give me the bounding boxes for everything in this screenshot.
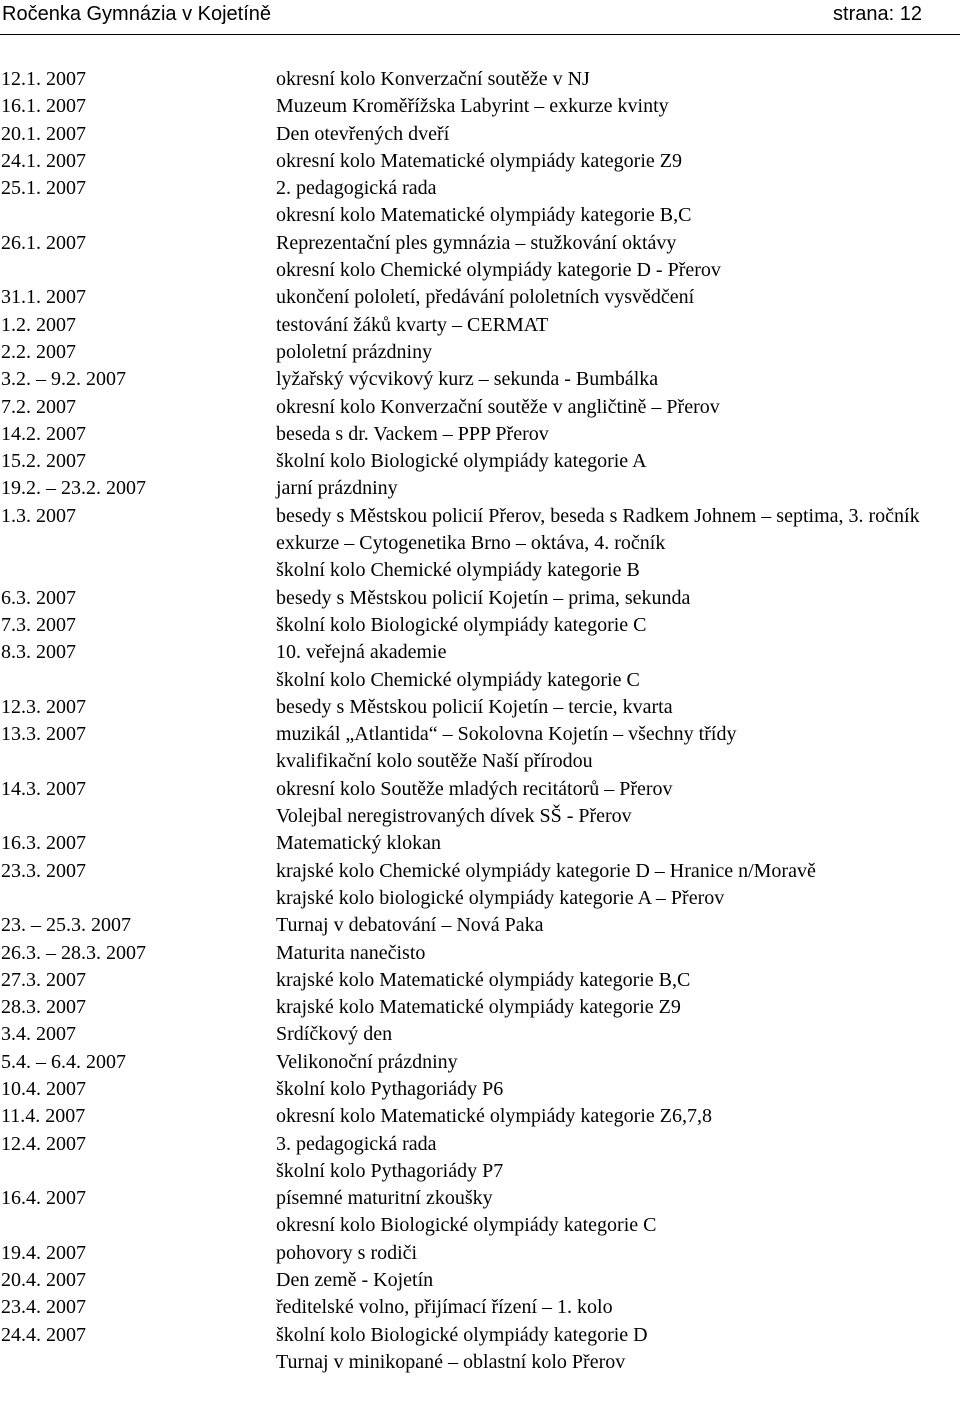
entry-date: 23. – 25.3. 2007: [1, 914, 131, 937]
entry-events: [276, 1185, 960, 1240]
entry-event: okresní kolo Matematické olympiády kategorie Z6,7,8: [276, 1105, 712, 1128]
calendar-entry: [0, 339, 960, 366]
header-divider: [0, 34, 960, 35]
calendar-entry: [0, 1294, 960, 1321]
entry-date: 16.3. 2007: [1, 832, 86, 855]
entry-date: 16.1. 2007: [1, 95, 86, 118]
entry-events: [276, 1322, 960, 1377]
entry-events: [276, 1103, 960, 1130]
entry-event: Den země - Kojetín: [276, 1269, 434, 1292]
entry-event: Matematický klokan: [276, 832, 441, 855]
entry-events: [276, 339, 960, 366]
entry-events: [276, 421, 960, 448]
entry-event: pohovory s rodiči: [276, 1241, 418, 1264]
entry-event: okresní kolo Konverzační soutěže v NJ: [276, 68, 590, 90]
entry-event: besedy s Městskou policií Kojetín – prima, sekunda: [276, 586, 691, 609]
calendar-entry: [0, 121, 960, 148]
calendar-entry: [0, 830, 960, 857]
entry-date: 24.1. 2007: [1, 149, 86, 172]
calendar-entry: [0, 284, 960, 311]
calendar-entry: [0, 421, 960, 448]
entry-date: 28.3. 2007: [1, 996, 86, 1019]
entry-event: školní kolo Pythagoriády P6: [276, 1077, 504, 1100]
entry-event: krajské kolo Chemické olympiády kategorie D – Hranice n/Moravě: [276, 859, 816, 882]
calendar-entry: [0, 503, 960, 585]
calendar-entry: [0, 1322, 960, 1377]
entry-date: 20.1. 2007: [1, 122, 86, 145]
entry-date: 19.2. – 23.2. 2007: [1, 477, 146, 500]
entry-event: 10. veřejná akademie: [276, 641, 447, 664]
entry-event: školní kolo Biologické olympiády kategorie C: [276, 613, 647, 636]
entry-event: Den otevřených dveří: [276, 122, 450, 145]
calendar-entry: [0, 721, 960, 776]
entry-event: ukončení pololetí, předávání pololetních vysvědčení: [276, 286, 695, 309]
entry-date: 31.1. 2007: [1, 286, 86, 309]
entry-events: [276, 284, 960, 311]
entry-events: [276, 394, 960, 421]
entry-date: 27.3. 2007: [1, 968, 86, 991]
entry-events: [276, 1240, 960, 1267]
calendar-entry: [0, 448, 960, 475]
entry-event: Turnaj v minikopané – oblastní kolo Přerov: [276, 1350, 626, 1373]
entry-events: [276, 448, 960, 475]
entry-date: 26.3. – 28.3. 2007: [1, 941, 146, 964]
page-number: strana: 12: [833, 3, 922, 25]
calendar-entry: [0, 66, 960, 93]
calendar-entry: [0, 994, 960, 1021]
entry-event: okresní kolo Matematické olympiády kategorie B,C: [276, 204, 692, 227]
entry-date: 5.4. – 6.4. 2007: [1, 1050, 126, 1073]
calendar-entry: [0, 1185, 960, 1240]
entry-events: [276, 585, 960, 612]
entry-event: krajské kolo biologické olympiády kategorie A – Přerov: [276, 886, 725, 909]
page-header: [0, 0, 960, 40]
entry-events: [276, 994, 960, 1021]
entry-event: krajské kolo Matematické olympiády kategorie Z9: [276, 996, 681, 1019]
entry-events: [276, 66, 960, 93]
entry-event: 3. pedagogická rada: [276, 1132, 437, 1155]
entry-date: 1.2. 2007: [1, 313, 76, 336]
entry-events: [276, 940, 960, 967]
calendar-entry: [0, 1049, 960, 1076]
entry-event: okresní kolo Chemické olympiády kategorie D - Přerov: [276, 259, 721, 282]
entry-event: školní kolo Pythagoriády P7: [276, 1159, 504, 1182]
entry-event: okresní kolo Soutěže mladých recitátorů – Přerov: [276, 777, 673, 800]
entry-date: 1.3. 2007: [1, 504, 76, 527]
entry-date: 13.3. 2007: [1, 723, 86, 746]
calendar-entry: [0, 940, 960, 967]
entry-event: lyžařský výcvikový kurz – sekunda - Bumbálka: [276, 368, 659, 391]
entry-events: [276, 694, 960, 721]
entry-date: 3.4. 2007: [1, 1023, 76, 1046]
entry-event: testování žáků kvarty – CERMAT: [276, 313, 549, 336]
entry-date: 7.3. 2007: [1, 613, 76, 636]
entry-event: besedy s Městskou policií Kojetín – tercie, kvarta: [276, 695, 673, 718]
entry-event: okresní kolo Matematické olympiády kategorie Z9: [276, 149, 682, 172]
entry-events: [276, 230, 960, 285]
entry-event: školní kolo Chemické olympiády kategorie C: [276, 668, 640, 691]
entry-date: 20.4. 2007: [1, 1269, 86, 1292]
entry-events: [276, 776, 960, 831]
entry-events: [276, 1267, 960, 1294]
entry-date: 23.4. 2007: [1, 1296, 86, 1319]
entry-events: [276, 121, 960, 148]
entry-events: [276, 1076, 960, 1103]
entry-date: 7.2. 2007: [1, 395, 76, 418]
entry-events: [276, 312, 960, 339]
entry-date: 11.4. 2007: [1, 1105, 86, 1128]
calendar-entry: [0, 612, 960, 639]
entry-event: Reprezentační ples gymnázia – stužkování oktávy: [276, 231, 677, 254]
entry-events: [276, 475, 960, 502]
entry-event: Srdíčkový den: [276, 1023, 393, 1046]
entry-events: [276, 912, 960, 939]
calendar-entry: [0, 967, 960, 994]
entry-date: 2.2. 2007: [1, 340, 76, 363]
entry-events: [276, 1021, 960, 1048]
document-title: Ročenka Gymnázia v Kojetíně: [2, 3, 272, 25]
calendar-entry: [0, 912, 960, 939]
entry-events: [276, 366, 960, 393]
entry-events: [276, 967, 960, 994]
calendar-entry: [0, 312, 960, 339]
entry-date: 12.4. 2007: [1, 1132, 86, 1155]
calendar-entry: [0, 1021, 960, 1048]
calendar-entry: [0, 394, 960, 421]
entry-event: Turnaj v debatování – Nová Paka: [276, 914, 544, 937]
entry-events: [276, 175, 960, 230]
entry-event: školní kolo Chemické olympiády kategorie B: [276, 559, 640, 582]
calendar-entry: [0, 776, 960, 831]
entry-date: 14.3. 2007: [1, 777, 86, 800]
entry-event: 2. pedagogická rada: [276, 177, 437, 200]
entry-date: 12.1. 2007: [1, 68, 86, 90]
calendar-entry: [0, 1131, 960, 1186]
entry-event: kvalifikační kolo soutěže Naší přírodou: [276, 750, 593, 773]
entry-events: [276, 1049, 960, 1076]
entry-events: [276, 639, 960, 694]
entry-event: muzikál „Atlantida“ – Sokolovna Kojetín – všechny třídy: [276, 723, 737, 746]
entry-events: [276, 612, 960, 639]
entry-date: 14.2. 2007: [1, 422, 86, 445]
calendar-entry: [0, 475, 960, 502]
entry-events: [276, 858, 960, 913]
entry-events: [276, 1294, 960, 1321]
entry-event: Volejbal neregistrovaných dívek SŠ - Přerov: [276, 805, 632, 828]
calendar-entry: [0, 93, 960, 120]
entry-date: 25.1. 2007: [1, 177, 86, 200]
entry-event: ředitelské volno, přijímací řízení – 1. kolo: [276, 1296, 613, 1319]
entry-event: školní kolo Biologické olympiády kategorie A: [276, 450, 647, 473]
calendar-entry: [0, 1103, 960, 1130]
entry-events: [276, 93, 960, 120]
entry-event: exkurze – Cytogenetika Brno – oktáva, 4. ročník: [276, 532, 666, 555]
entry-event: krajské kolo Matematické olympiády kategorie B,C: [276, 968, 691, 991]
entry-date: 26.1. 2007: [1, 231, 86, 254]
entry-event: jarní prázdniny: [276, 477, 398, 500]
entry-event: písemné maturitní zkoušky: [276, 1187, 493, 1210]
entry-date: 8.3. 2007: [1, 641, 76, 664]
entry-events: [276, 148, 960, 175]
calendar-entry: [0, 585, 960, 612]
calendar-entry: [0, 148, 960, 175]
entry-date: 3.2. – 9.2. 2007: [1, 368, 126, 391]
entry-event: besedy s Městskou policií Přerov, beseda s Radkem Johnem – septima, 3. ročník: [276, 504, 920, 527]
entry-event: Maturita nanečisto: [276, 941, 426, 964]
entry-event: školní kolo Biologické olympiády kategorie D: [276, 1323, 648, 1346]
entry-event: Velikonoční prázdniny: [276, 1050, 458, 1073]
entry-events: [276, 1131, 960, 1186]
calendar-entry: [0, 366, 960, 393]
calendar-entry: [0, 858, 960, 913]
entry-events: [276, 503, 960, 585]
entry-date: 19.4. 2007: [1, 1241, 86, 1264]
entry-date: 24.4. 2007: [1, 1323, 86, 1346]
calendar-entry: [0, 694, 960, 721]
event-calendar-list: [0, 66, 960, 1376]
entry-event: okresní kolo Biologické olympiády kategorie C: [276, 1214, 657, 1237]
entry-date: 23.3. 2007: [1, 859, 86, 882]
entry-events: [276, 721, 960, 776]
entry-event: beseda s dr. Vackem – PPP Přerov: [276, 422, 549, 445]
entry-date: 15.2. 2007: [1, 450, 86, 473]
calendar-entry: [0, 1267, 960, 1294]
entry-date: 12.3. 2007: [1, 695, 86, 718]
entry-event: okresní kolo Konverzační soutěže v angličtině – Přerov: [276, 395, 720, 418]
entry-date: 10.4. 2007: [1, 1077, 86, 1100]
calendar-entry: [0, 1240, 960, 1267]
entry-date: 16.4. 2007: [1, 1187, 86, 1210]
entry-date: 6.3. 2007: [1, 586, 76, 609]
calendar-entry: [0, 175, 960, 230]
calendar-entry: [0, 230, 960, 285]
entry-event: pololetní prázdniny: [276, 340, 433, 363]
entry-event: Muzeum Kroměřížska Labyrint – exkurze kvinty: [276, 95, 669, 118]
calendar-entry: [0, 639, 960, 694]
entry-events: [276, 830, 960, 857]
calendar-entry: [0, 1076, 960, 1103]
